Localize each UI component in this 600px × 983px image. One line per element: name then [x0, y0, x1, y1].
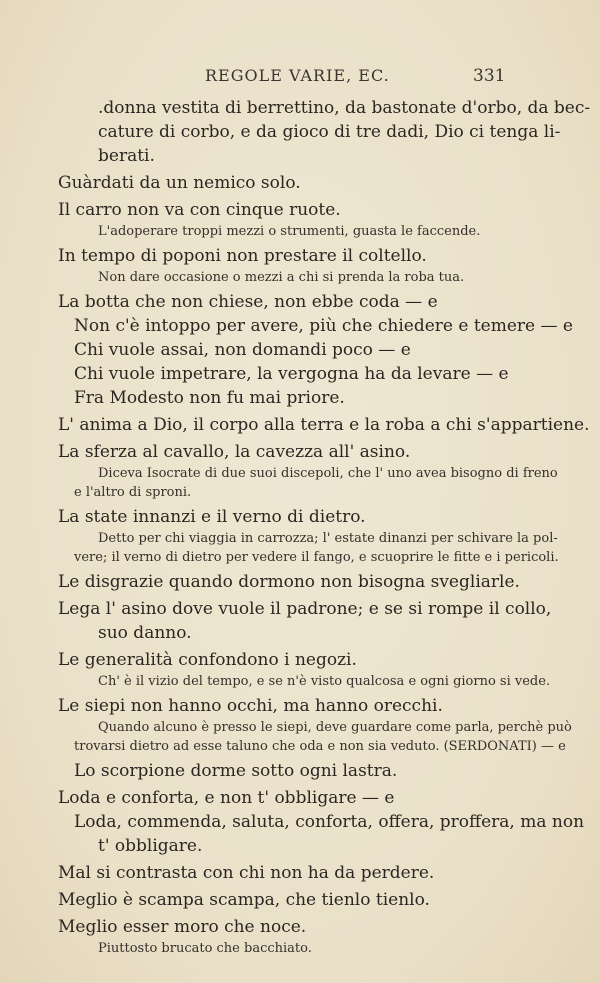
- proverb-note: Quando alcuno è presso le siepi, deve guardare come parla, perchè può: [98, 720, 572, 735]
- proverb-note: Diceva Isocrate di due suoi discepoli, che l' uno avea bisogno di freno: [98, 466, 558, 481]
- proverb: Loda e conforta, e non t' obbligare — e: [58, 788, 395, 808]
- proverb: Chi vuole assai, non domandi poco — e: [74, 340, 411, 360]
- proverb: La state innanzi e il verno di dietro.: [58, 507, 366, 527]
- proverb: Meglio esser moro che noce.: [58, 917, 307, 937]
- page-number: 331: [473, 66, 506, 86]
- text-line: suo danno.: [98, 623, 192, 643]
- page-header: [0, 66, 600, 90]
- proverb: Le disgrazie quando dormono non bisogna svegliarle.: [58, 572, 520, 592]
- proverb-note: Piuttosto brucato che bacchiato.: [98, 941, 312, 956]
- proverb-list: [58, 96, 591, 958]
- proverb-note: vere; il verno di dietro per vedere il fango, e scuoprire le fitte e i pericoli.: [74, 550, 559, 565]
- proverb: La sferza al cavallo, la cavezza all' asino.: [58, 442, 411, 462]
- proverb: Il carro non va con cinque ruote.: [58, 200, 341, 220]
- proverb-note: trovarsi dietro ad esse taluno che oda e non sia veduto. (SERDONATI) — e: [74, 739, 566, 754]
- proverb-note: Ch' è il vizio del tempo, e se n'è visto qualcosa e ogni giorno si vede.: [98, 674, 551, 689]
- proverb-note: Non dare occasione o mezzi a chi si prenda la roba tua.: [98, 270, 465, 285]
- proverb: Fra Modesto non fu mai priore.: [74, 388, 345, 408]
- text-line: .donna vestita di berrettino, da bastonate d'orbo, da bec-: [98, 98, 591, 118]
- proverb: Chi vuole impetrare, la vergogna ha da levare — e: [74, 364, 509, 384]
- text-line: cature di corbo, e da gioco di tre dadi, Dio ci tenga li-: [98, 122, 561, 142]
- proverb: L' anima a Dio, il corpo alla terra e la roba a chi s'appartiene.: [58, 415, 590, 435]
- proverb: La botta che non chiese, non ebbe coda — e: [58, 292, 438, 312]
- proverb: Lega l' asino dove vuole il padrone; e se si rompe il collo,: [58, 599, 552, 619]
- proverb-note: L'adoperare troppi mezzi o strumenti, guasta le faccende.: [98, 224, 481, 239]
- proverb: Mal si contrasta con chi non ha da perdere.: [58, 863, 435, 883]
- proverb: In tempo di poponi non prestare il coltello.: [58, 246, 427, 266]
- proverb-note: Detto per chi viaggia in carrozza; l' estate dinanzi per schivare la pol-: [98, 531, 558, 546]
- proverb: Loda, commenda, saluta, conforta, offera, proffera, ma non: [74, 812, 585, 832]
- text-line: berati.: [98, 146, 155, 166]
- running-head: REGOLE VARIE, EC.: [205, 66, 390, 85]
- proverb: Lo scorpione dorme sotto ogni lastra.: [74, 761, 398, 781]
- text-line: t' obbligare.: [98, 836, 203, 856]
- proverb: Le generalità confondono i negozi.: [58, 650, 357, 670]
- proverb: Guàrdati da un nemico solo.: [58, 173, 301, 193]
- proverb: Le siepi non hanno occhi, ma hanno orecchi.: [58, 696, 443, 716]
- proverb-note: e l'altro di sproni.: [74, 485, 192, 500]
- proverb: Meglio è scampa scampa, che tienlo tienlo.: [58, 890, 430, 910]
- proverb: Non c'è intoppo per avere, più che chiedere e temere — e: [74, 316, 573, 336]
